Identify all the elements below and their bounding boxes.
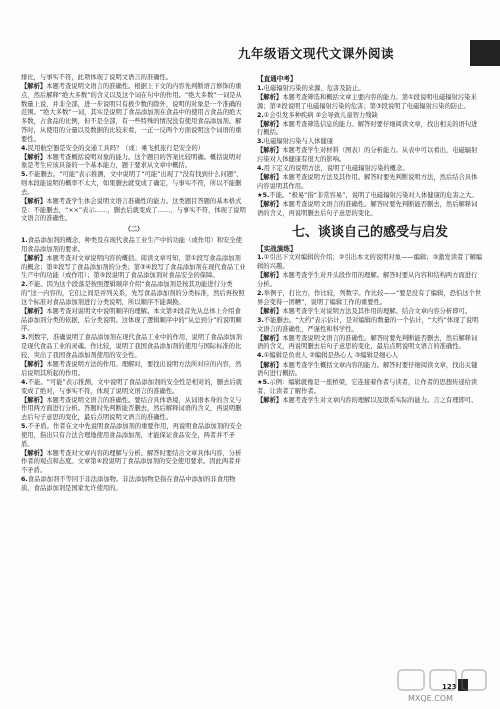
- analysis-tag: 【解析】: [21, 360, 47, 368]
- analysis-paragraph: [21, 450, 247, 476]
- answer-number: 3.: [257, 316, 264, 324]
- answer-number: ★5.: [257, 192, 270, 200]
- paragraph-text: 用下定义的说明方法，说明了电磁辐射污染的概念。: [263, 165, 409, 173]
- paragraph-text: 本题考查概括说明对象的能力。这个题目的答案比较明确。概括说明对象是考生应该具备的一个基本能力，题干要求从文章中概括。: [21, 153, 242, 170]
- page-header: [238, 40, 500, 66]
- analysis-tag: 【解析】: [21, 153, 47, 161]
- answer-number: 2.: [257, 111, 264, 119]
- answer-number: 1.: [257, 254, 264, 262]
- paragraph-text: 示例：编辑就像是一座桥梁，它连接着作者与读者，让作者的思想传递给读者，让读者了解作者。: [257, 379, 478, 396]
- answer-item: [257, 112, 483, 121]
- paragraph-text: 民用航空器是安全的交通工具吗？（或：乘飞机旅行是安全的）: [27, 144, 205, 152]
- paragraph-text: ①会引发多种疾病 ②会导致儿童智力残缺: [263, 111, 378, 119]
- section-title: 七、谈谈自己的感受与启发: [291, 224, 448, 240]
- answer-number: 4.: [257, 165, 264, 173]
- answer-item: [21, 379, 247, 397]
- watermark-text: MXQE.COM: [408, 694, 454, 703]
- paragraph-text: 本题考查学生对材料（图表）的分析能力。从表中可以看出，电磁辐射污染对人体健康有很大的影响。: [257, 147, 478, 164]
- answer-item: [257, 317, 483, 335]
- analysis-paragraph: [21, 255, 247, 281]
- paragraph-text: 本题考查对文章说明内容的概括。阅读文章可知，第①段写食品添加剂的概念；第②段写了食品添加剂的分类；第③④段写了食品添加剂在现代食品工业生产中的功能（或作用）；第⑤段说明了食品添加剂对食品安全的保障。: [21, 254, 246, 280]
- analysis-paragraph: [257, 201, 483, 219]
- analysis-tag: 【解析】: [257, 147, 283, 155]
- analysis-paragraph: [21, 198, 247, 224]
- analysis-tag: 【解析】: [21, 449, 47, 457]
- paragraph-text: 本题考查学生对说明方法及其作用的理解。结合文章内容分析即可。: [282, 307, 472, 315]
- analysis-tag: 【解析】: [257, 361, 283, 369]
- paragraph-text: 本题考查对文章内容的理解与分析。解答时要结合文章具体内容，分析作者的观点和态度。文章第④段说明了食品添加剂的安全使用要求。因此两者并不矛盾。: [21, 449, 242, 475]
- paragraph-text: 不矛盾。作者在文中先说明食品添加剂的重要作用，再说明食品添加剂的安全使用，指出只有合法合理地使用食品添加剂，才能保证食品安全，两者并不矛盾。: [21, 423, 242, 448]
- analysis-tag: 【解析】: [257, 334, 283, 342]
- answer-number: 1.: [21, 236, 28, 244]
- paragraph-text: ①引出下文对编辑的介绍；②引出本文的说明对象——编辑；③激发读者了解编辑的兴趣。: [257, 254, 483, 271]
- answer-number: 4.: [257, 352, 264, 360]
- answer-item: [257, 254, 483, 272]
- answer-number: 4.: [21, 378, 28, 386]
- answer-number: 5.: [21, 171, 28, 179]
- analysis-paragraph: [257, 121, 483, 139]
- paragraph-text: 不能。“极易”指“非常容易”，说明了电磁辐射污染对人体健康的危害之大。: [269, 192, 478, 200]
- answer-number: 3.: [257, 138, 264, 146]
- analysis-paragraph: [257, 272, 483, 290]
- answer-number: 3.: [21, 334, 28, 342]
- paragraph-text: 本题考查说明文语言的准确性。要结合具体语境，从词语本身的含义与作用两方面进行分析。答题时先判断能否删去，然后解释词语的含义，再说明删去后句子意思的变化，最后点明说明文语言的准确性。: [21, 396, 242, 422]
- analysis-paragraph: [257, 335, 483, 353]
- answer-number: ★5.: [257, 379, 270, 387]
- answer-item: [21, 423, 247, 449]
- paragraph-text: 食品添加剂的概念、种类及在现代食品工业生产中的功能（或作用）和安全使用食品添加剂的要求。: [21, 236, 242, 253]
- analysis-paragraph: [257, 308, 483, 317]
- answer-number: 1.: [257, 84, 264, 92]
- analysis-tag: 【解析】: [257, 307, 283, 315]
- analysis-paragraph: [257, 147, 483, 165]
- paragraph-text: 电磁辐射污染的来源、危害及防止。: [263, 84, 365, 92]
- analysis-paragraph: [21, 397, 247, 423]
- analysis-paragraph: [21, 154, 247, 172]
- analysis-paragraph: [257, 397, 483, 406]
- paragraph-text: ①编辑是负责人 ②编辑是热心人 ③编辑是细心人: [263, 352, 399, 360]
- analysis-tag: 【解析】: [257, 120, 283, 128]
- sub-heading: （二）: [124, 226, 144, 234]
- answer-number: 6.: [21, 476, 28, 484]
- analysis-tag: 【解析】: [257, 93, 283, 101]
- left-column: [21, 74, 247, 684]
- paragraph-text: 本题考查说明文语言的准确性。解答时要先判断能否删去，然后解释词语的含义，再说明删去后句子意思的变化，最后点明说明文语言的准确性。: [257, 334, 478, 351]
- answer-number: 4.: [21, 144, 28, 152]
- paragraph-text: 食品添加剂不等同于非法添加物。非法添加物是指在食品中添加的非食用物质，食品添加剂是国家允许使用的。: [21, 476, 236, 492]
- answer-item: [21, 476, 247, 494]
- paragraph-text: 本题考查说明文语言的准确性。根据上下文的内容先判断语言修饰的重点，然后解释“绝大多数”的含义以及这个词在句中的作用。“绝大多数”一词是从数量上说，并非全部，进一步说明只有极少数的除外，说明的对象是一个准确的范围。“绝大多数”一词，其实是说明了食品添加剂在食品中的使用占食品的绝大多数，占食品的比例，但不是全部，有一些特殊的情况没有使用食品添加剂。解答时，从使用的分量以及数据的比较来看，一正一反两个方面说明这个词语的重要性。: [21, 83, 242, 143]
- answer-item: [257, 192, 483, 201]
- paragraph-text: 不能删去。“可能”表示推测，文中说明了“可能”出现了“没有找到什么问题”，则本段能说明的概率不太大，如果删去就变成了确定，与事实不符，所以不能删去。: [21, 171, 243, 196]
- paragraph-text: 列数字，准确说明了食品添加剂在现代食品工业中的作用，说明了食品添加剂是现代食品工业的灵魂。作比较，说明了我国食品添加剂的使用与国际标准的比较，突出了我国食品添加剂使用的安全性。: [21, 334, 242, 359]
- text-line: [21, 74, 247, 83]
- answer-item: [257, 379, 483, 397]
- paragraph-text: 不能。因为这个段落是按照逻辑顺序介绍“食品添加剂是按其功能进行分类的”这一内容的，它们之间是并列关系，先写食品添加剂的分类标准，然后再按照这个标准对食品添加剂进行分类说明，所以顺序不能调换。: [21, 281, 245, 306]
- answer-item: [257, 290, 483, 308]
- answer-number: 2.: [21, 281, 28, 289]
- header-black-tab: [470, 40, 500, 66]
- analysis-tag: 【解析】: [257, 397, 283, 405]
- paragraph-text: 本题考查筛选和概括文章主要内容的能力。第①段说明电磁辐射污染来源；第②段说明了电磁辐射污染的危害；第③段说明了电磁辐射污染的防止。: [257, 93, 477, 110]
- analysis-paragraph: [257, 94, 483, 112]
- paragraph-text: 本题考查说明方法及其作用。解答时要先判断说明方法，然后结合具体内容说明其作用。: [257, 174, 478, 191]
- analysis-tag: 【解析】: [257, 272, 283, 280]
- analysis-tag: 【解析】: [21, 83, 47, 91]
- page-header-title: 九年级语文现代文课外阅读: [238, 46, 395, 61]
- analysis-tag: 【解析】: [21, 307, 47, 315]
- analysis-tag: 【解析】: [21, 197, 47, 205]
- answer-item: [21, 334, 247, 360]
- answer-number: 5.: [21, 423, 28, 431]
- answer-item: [21, 171, 247, 197]
- paragraph-text: 本题考查学生对开头段作用的理解。解答时要从内容和结构两方面进行分析。: [257, 272, 478, 288]
- paragraph-text: 本题考查学生体会说明文语言准确性的能力。这类题目答题的基本格式是：不能删去，“××”表示……，删去后就变成了……，与事实不符，体现了说明文语言的准确性。: [21, 197, 246, 223]
- answer-item: [257, 85, 483, 94]
- analysis-tag: 【解析】: [257, 201, 283, 209]
- paragraph-text: 本题考查对说明文中说明顺序的理解。本文第②段首先从总体上介绍食品添加剂分类的依据，后分类说明。这体现了逻辑顺序中的“从总到分”的说明顺序。: [21, 307, 242, 333]
- analysis-paragraph: [21, 308, 247, 334]
- answer-item: [257, 165, 483, 174]
- answer-item: [257, 352, 483, 361]
- paragraph-text: 本题考查学生概括文章内容的能力。解答时要仔细阅读文章，找出关键语句进行概括。: [257, 361, 478, 378]
- page-number: 123: [442, 683, 457, 691]
- paragraph-text: 本题考查说明方法的作用。理解时，要找出说明方法所对应的内容，然后说明其所起的作用。: [21, 360, 242, 377]
- answer-item: [21, 281, 247, 307]
- answer-item: [21, 237, 247, 255]
- answer-item: [257, 138, 483, 147]
- analysis-tag: 【解析】: [257, 174, 283, 182]
- right-column: [257, 74, 483, 684]
- paragraph-text: 举例子，打比方，作比较，列数字。作比较——“要是没有了编辑，恐怕这个世界会变得一团糟”，说明了编辑工作的重要性。: [257, 290, 482, 306]
- answer-number: 2.: [257, 290, 264, 298]
- paragraph-text: 本题考查学生对文章内容的理解以及联系实际的能力。言之有理即可。: [282, 397, 478, 405]
- paragraph-text: 本题考查筛选信息的能力。解答时要仔细阅读文章，找出相关的语句进行概括。: [257, 120, 478, 137]
- analysis-paragraph: [21, 83, 247, 144]
- paragraph-text: 不能。“可能”表示推测，文中说明了食品添加剂的安全性是相对的，删去后就变成了绝对，与事实不符，体现了说明文语言的准确性。: [21, 378, 243, 395]
- analysis-paragraph: [257, 174, 483, 192]
- paragraph-text: 不能删去。“大约”表示估计，是对编辑的数量的一个估计，“大约”体现了说明文语言的准确性，严谨性和科学性。: [257, 316, 479, 333]
- answer-item: [21, 145, 247, 154]
- paragraph-text: 排比，与事实不符，此项体现了说明文语言的准确性。: [21, 74, 173, 81]
- analysis-tag: 【解析】: [21, 396, 47, 404]
- paragraph-text: 电磁辐射污染与人体健康: [263, 138, 334, 146]
- block-heading: 【实战演练】: [257, 244, 297, 253]
- analysis-paragraph: [21, 361, 247, 379]
- analysis-tag: 【解析】: [21, 254, 47, 262]
- block-heading: 【直通中考】: [257, 75, 297, 83]
- analysis-paragraph: [257, 362, 483, 380]
- paragraph-text: 本题考查说明文语言的准确性。解答时要先判断能否删去，然后解释词语的含义，再说明删去后句子意思的变化。: [257, 201, 478, 217]
